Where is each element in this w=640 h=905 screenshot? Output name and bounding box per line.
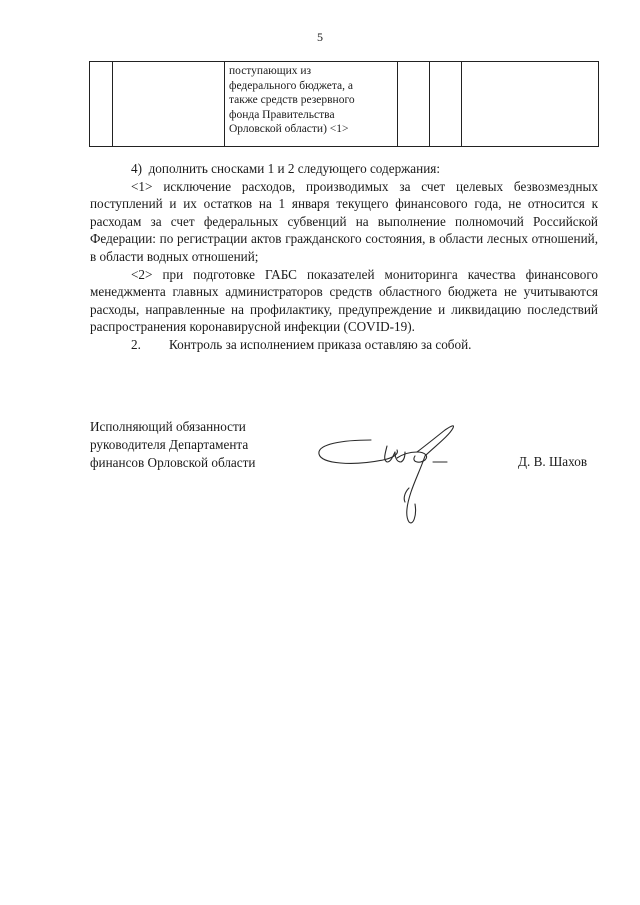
handwritten-signature: [313, 418, 473, 528]
document-body: [90, 160, 598, 354]
item-2-number: 2.: [131, 336, 141, 352]
item-2-text: Контроль за исполнением приказа оставляю за собой.: [169, 336, 472, 352]
continuation-table: [89, 61, 599, 147]
page-number: 5: [317, 30, 323, 44]
table-cell-text: поступающих из федерального бюджета, а также средств резервного фонда Правительства Орловской области) <1>: [229, 65, 355, 136]
table-cell: [462, 62, 599, 147]
footnote-2-paragraph: <2> при подготовке ГАБС показателей мониторинга качества финансового менеджмента главных администраторов средств областного бюджета не учитываются расходы, направленные на профилактику, предупреждение и ликвидацию последствий распространения коронавирусной инфекции (COVID-19).: [90, 266, 598, 335]
signatory-name: Д. В. Шахов: [518, 454, 588, 469]
table-cell: [398, 62, 430, 147]
table-cell-description: [225, 62, 398, 147]
table-row: [90, 62, 599, 147]
table-cell: [90, 62, 113, 147]
signatory-title-line: финансов Орловской области: [90, 455, 256, 470]
table-cell: [113, 62, 225, 147]
signatory-title: [90, 418, 255, 472]
signatory-title-line: Исполняющий обязанности: [90, 419, 246, 434]
table-cell: [430, 62, 462, 147]
item-2-paragraph: [90, 336, 598, 354]
item-4-paragraph: 4) дополнить сносками 1 и 2 следующего содержания:: [131, 161, 440, 176]
signatory-title-line: руководителя Департамента: [90, 437, 249, 452]
footnote-1-paragraph: <1> исключение расходов, производимых за счет целевых безвозмездных поступлений и их остатков на 1 января текущего финансового года, не относится к расходам за счет федеральных субвенций на выполнение полномочий Российской Федерации: по регистрации актов гражданского состояния, в области лесных отношений, в области водных отношений;: [90, 178, 598, 264]
